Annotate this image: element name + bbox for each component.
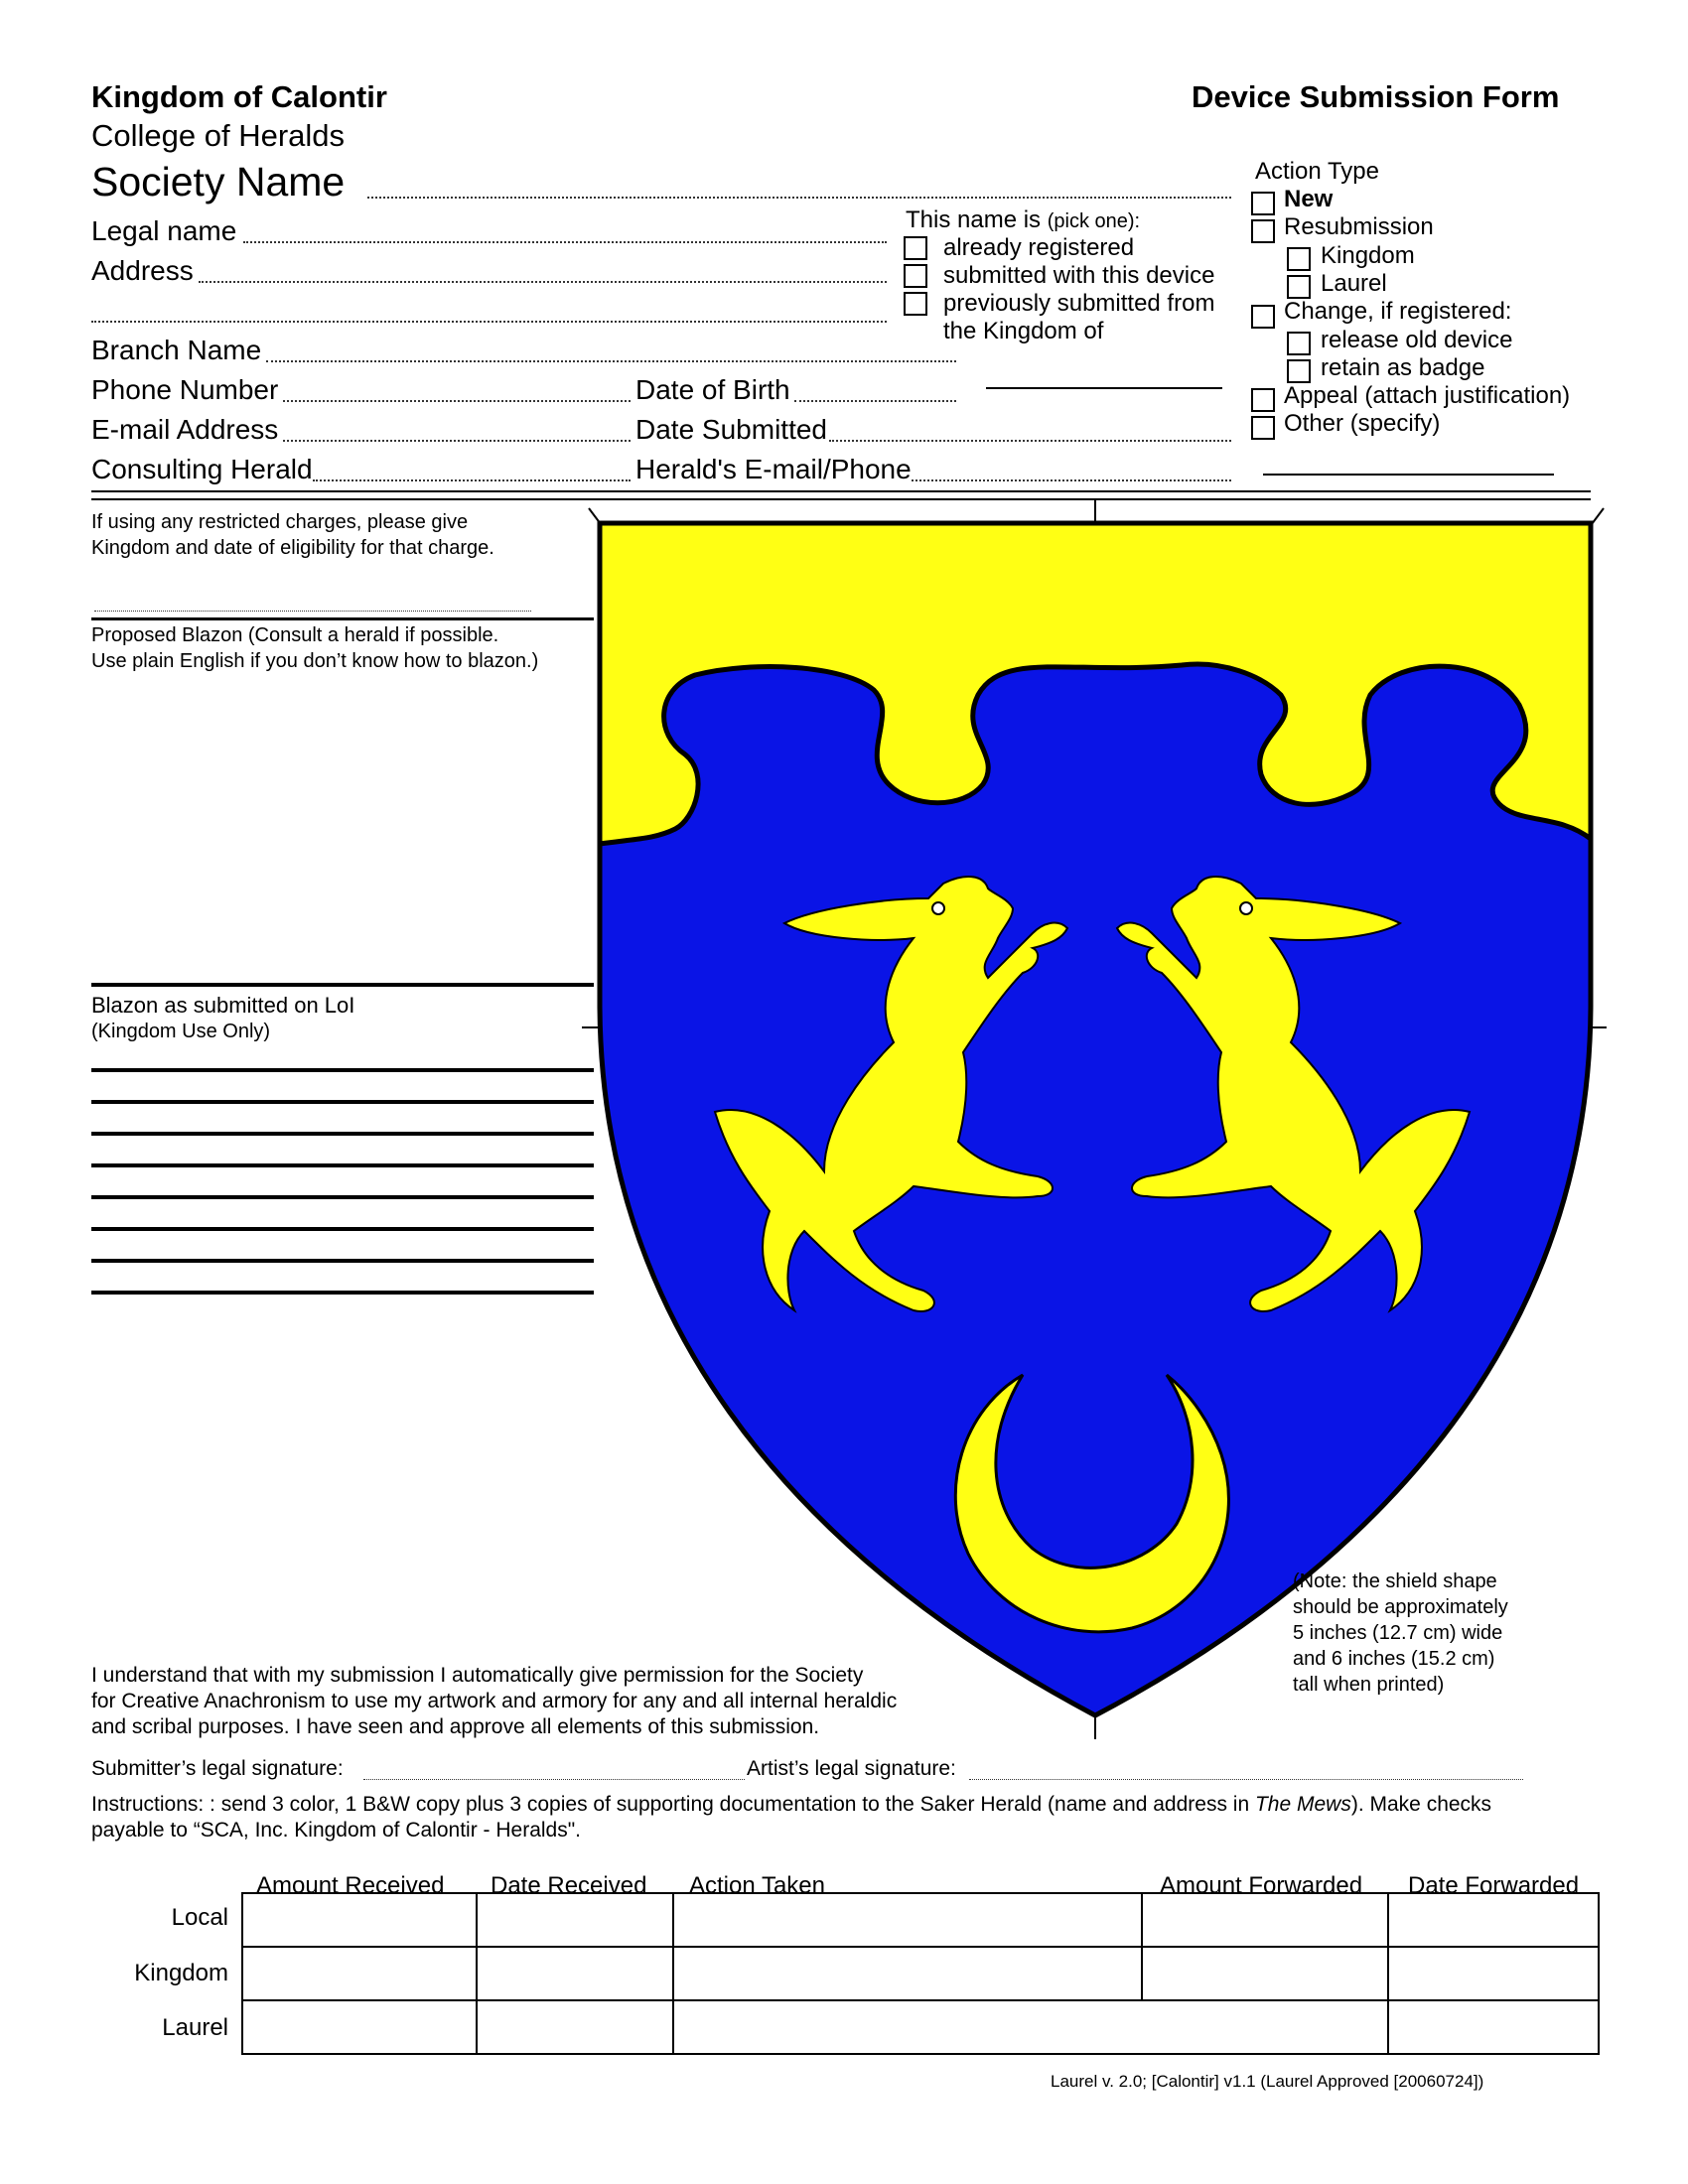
table-cell[interactable]: [477, 2000, 673, 2054]
new-label: New: [1284, 186, 1334, 212]
col-date-forwarded: Date Forwarded: [1408, 1872, 1580, 1899]
herald-contact-label: Herald's E-mail/Phone: [635, 454, 912, 484]
restricted-charges-line[interactable]: [94, 611, 531, 612]
instructions-payable: payable to “SCA, Inc. Kingdom of Calontir - Heralds".: [91, 1819, 582, 1842]
col-action-taken: Action Taken: [689, 1872, 825, 1899]
table-cell[interactable]: [673, 1893, 1142, 1947]
kingdom-checkbox[interactable]: [1287, 247, 1311, 271]
society-name-label: Society Name: [91, 159, 346, 205]
consent-text-3: and scribal purposes. I have seen and approve all elements of this submission.: [91, 1715, 820, 1738]
consent-text-2: for Creative Anachronism to use my artwork and armory for any and all internal heraldic: [91, 1690, 898, 1712]
submitted-with-device-checkbox[interactable]: [904, 264, 927, 288]
laurel-label: Laurel: [1321, 270, 1387, 297]
restricted-charges-text-1: If using any restricted charges, please give: [91, 511, 469, 533]
table-cell[interactable]: [1388, 1947, 1599, 2000]
table-row: [242, 1893, 1599, 1947]
lol-line[interactable]: [91, 1259, 594, 1263]
legal-name-line[interactable]: [243, 241, 887, 243]
submitter-signature-line[interactable]: [363, 1779, 745, 1780]
already-registered-checkbox[interactable]: [904, 236, 927, 260]
previously-submitted-label: previously submitted from: [943, 290, 1215, 317]
kingdom-label: Kingdom: [1321, 242, 1415, 269]
date-of-birth-line[interactable]: [794, 400, 956, 402]
change-label: Change, if registered:: [1284, 298, 1512, 325]
form-title: Device Submission Form: [1192, 79, 1560, 114]
appeal-checkbox[interactable]: [1251, 388, 1275, 412]
kingdom-of-line[interactable]: [986, 387, 1222, 389]
email-address-line[interactable]: [283, 440, 631, 442]
col-amount-forwarded: Amount Forwarded: [1160, 1872, 1363, 1899]
row-laurel: Laurel: [162, 2014, 228, 2041]
col-amount-received: Amount Received: [256, 1872, 445, 1899]
kingdom-title: Kingdom of Calontir: [91, 79, 387, 114]
email-address-label: E-mail Address: [91, 414, 279, 445]
other-checkbox[interactable]: [1251, 416, 1275, 440]
table-cell[interactable]: [673, 2000, 1388, 2054]
previously-submitted-checkbox[interactable]: [904, 292, 927, 316]
lol-blazon-title: Blazon as submitted on LoI: [91, 993, 355, 1018]
lol-line[interactable]: [91, 1195, 594, 1199]
lol-blazon-note: (Kingdom Use Only): [91, 1021, 271, 1042]
table-cell[interactable]: [242, 2000, 477, 2054]
instructions-text: Instructions: : send 3 color, 1 B&W copy plus 3 copies of supporting documentation to the Saker Herald (name and address in The Mews). Make checks: [91, 1793, 1492, 1816]
phone-number-label: Phone Number: [91, 374, 279, 405]
shield-note-4: and 6 inches (15.2 cm): [1293, 1648, 1495, 1670]
legal-name-label: Legal name: [91, 215, 237, 246]
laurel-checkbox[interactable]: [1287, 275, 1311, 299]
name-status-hint: (pick one):: [1047, 210, 1141, 232]
proposed-blazon-text-1: Proposed Blazon (Consult a herald if possible.: [91, 624, 499, 646]
retain-as-badge-label: retain as badge: [1321, 354, 1485, 381]
phone-number-line[interactable]: [283, 400, 631, 402]
artist-signature-line[interactable]: [969, 1779, 1523, 1780]
table-cell[interactable]: [1142, 1893, 1388, 1947]
consulting-herald-line[interactable]: [313, 479, 631, 481]
shield-note-3: 5 inches (12.7 cm) wide: [1293, 1622, 1503, 1644]
table-cell[interactable]: [477, 1893, 673, 1947]
row-kingdom: Kingdom: [134, 1960, 228, 1986]
other-label: Other (specify): [1284, 410, 1441, 437]
consent-text-1: I understand that with my submission I automatically give permission for the Society: [91, 1664, 864, 1687]
release-old-device-label: release old device: [1321, 327, 1513, 353]
shield-note-1: (Note: the shield shape: [1293, 1570, 1497, 1592]
date-of-birth-label: Date of Birth: [635, 374, 790, 405]
herald-contact-line[interactable]: [912, 479, 1231, 481]
already-registered-label: already registered: [943, 234, 1135, 261]
branch-name-label: Branch Name: [91, 335, 262, 365]
lol-line[interactable]: [91, 1068, 594, 1072]
address-line-1[interactable]: [199, 281, 887, 283]
table-cell[interactable]: [477, 1947, 673, 2000]
date-submitted-line[interactable]: [829, 440, 1231, 442]
header-divider-top: [91, 490, 1591, 492]
date-submitted-label: Date Submitted: [635, 414, 827, 445]
row-local: Local: [171, 1904, 228, 1931]
shield-note-2: should be approximately: [1293, 1596, 1508, 1618]
shield-note-5: tall when printed): [1293, 1674, 1445, 1696]
submitter-signature-label: Submitter’s legal signature:: [91, 1757, 344, 1780]
college-subtitle: College of Heralds: [91, 118, 346, 153]
resubmission-label: Resubmission: [1284, 213, 1434, 240]
branch-name-line[interactable]: [266, 360, 956, 362]
new-checkbox[interactable]: [1251, 192, 1275, 215]
lol-line[interactable]: [91, 1132, 594, 1136]
lol-line[interactable]: [91, 1227, 594, 1231]
kingdom-of-label: the Kingdom of: [943, 318, 1104, 344]
consulting-herald-label: Consulting Herald: [91, 454, 313, 484]
col-date-received: Date Received: [491, 1872, 647, 1899]
restricted-charges-text-2: Kingdom and date of eligibility for that charge.: [91, 537, 494, 559]
table-cell[interactable]: [242, 1947, 477, 2000]
lol-divider: [91, 983, 594, 987]
table-cell[interactable]: [1142, 1947, 1388, 2000]
release-old-device-checkbox[interactable]: [1287, 332, 1311, 355]
artist-signature-label: Artist’s legal signature:: [747, 1757, 956, 1780]
other-specify-line[interactable]: [1263, 474, 1554, 476]
address-line-2[interactable]: [91, 321, 887, 323]
society-name-line[interactable]: [367, 197, 1231, 199]
the-mews-title: The Mews: [1254, 1793, 1351, 1816]
version-footer: Laurel v. 2.0; [Calontir] v1.1 (Laurel Approved [20060724]): [1051, 2072, 1484, 2091]
action-type-title: Action Type: [1255, 158, 1379, 185]
proposed-blazon-area[interactable]: [91, 685, 594, 973]
name-status-title: This name is (pick one):: [906, 206, 1141, 233]
table-cell[interactable]: [242, 1893, 477, 1947]
lol-line[interactable]: [91, 1100, 594, 1104]
lol-line[interactable]: [91, 1163, 594, 1167]
table-row: [242, 2000, 1599, 2054]
restricted-divider: [91, 617, 594, 620]
proposed-blazon-text-2: Use plain English if you don’t know how to blazon.): [91, 650, 539, 672]
tracking-table: [241, 1892, 1600, 2055]
table-cell[interactable]: [1388, 2000, 1599, 2054]
submitted-with-device-label: submitted with this device: [943, 262, 1215, 289]
lol-line[interactable]: [91, 1291, 594, 1295]
address-label: Address: [91, 255, 194, 286]
retain-as-badge-checkbox[interactable]: [1287, 359, 1311, 383]
resubmission-checkbox[interactable]: [1251, 219, 1275, 243]
change-checkbox[interactable]: [1251, 305, 1275, 329]
table-row: [242, 1947, 1599, 2000]
appeal-label: Appeal (attach justification): [1284, 382, 1571, 409]
table-cell[interactable]: [673, 1947, 1142, 2000]
table-cell[interactable]: [1388, 1893, 1599, 1947]
